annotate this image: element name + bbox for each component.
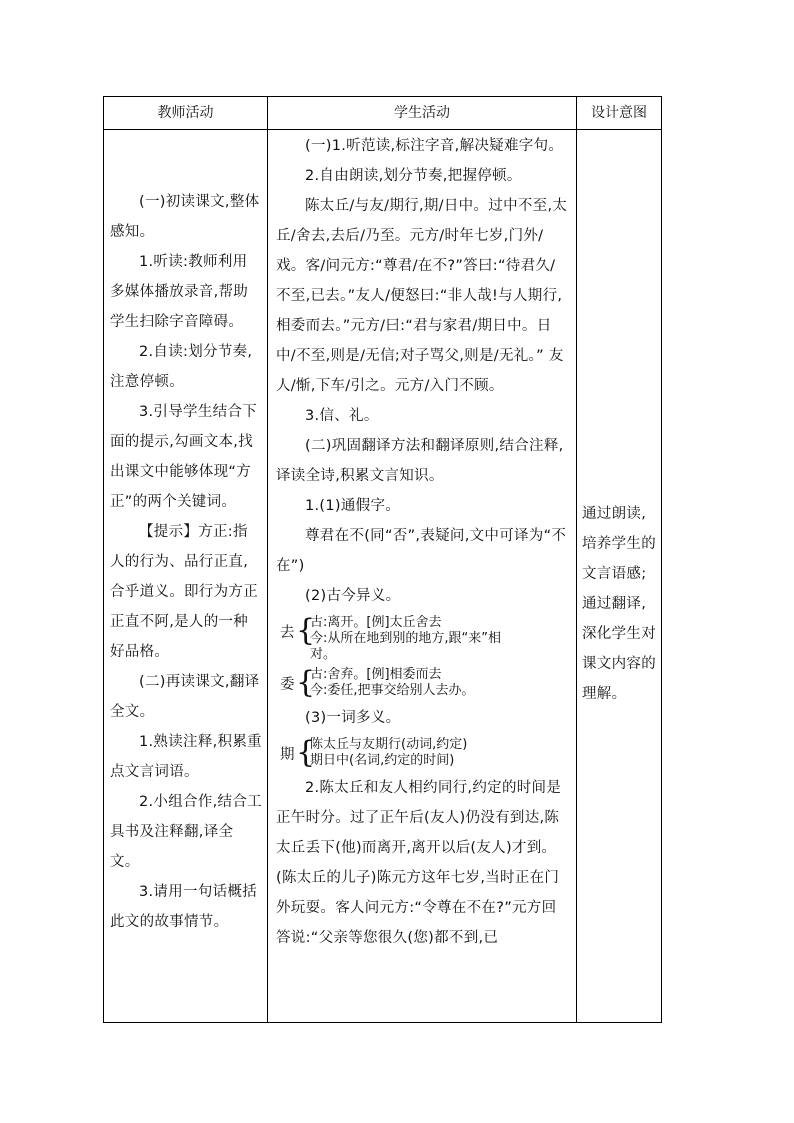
student-text: (2)古今异义。 bbox=[305, 588, 401, 604]
student-text: (3)一词多义。 bbox=[305, 710, 401, 726]
column-divider bbox=[267, 97, 268, 1022]
student-text: (一)1.听范读,标注字音,解决疑难字句。 bbox=[305, 138, 564, 154]
teacher-text: 3.请用一句话概括此文的故事情节。 bbox=[110, 884, 258, 930]
vocab-char: 期 bbox=[280, 747, 295, 763]
student-text: 2.自由朗读,划分节奏,把握停顿。 bbox=[305, 168, 522, 184]
teacher-text: 【提示】方正:指人的行为、品行正直,合乎道义。即行为方正正直不阿,是人的一种好品格。 bbox=[110, 524, 258, 660]
brace-icon: { bbox=[296, 735, 316, 770]
vocab-line: 今:从所在地到别的地方,跟“来”相 bbox=[310, 631, 501, 646]
student-text: 3.信、礼。 bbox=[305, 408, 379, 424]
vocab-line: 期日中(名词,约定的时间) bbox=[310, 753, 455, 768]
header-teacher: 教师活动 bbox=[157, 105, 214, 121]
teacher-text: 2.自读:划分节奏,注意停顿。 bbox=[110, 344, 253, 390]
vocab-qi bbox=[276, 733, 570, 773]
vocab-wei bbox=[276, 663, 570, 703]
teacher-text: 1.听读:教师利用多媒体播放录音,帮助学生扫除字音障碍。 bbox=[110, 254, 249, 330]
vocab-line: 今:委任,把事交给别人去办。 bbox=[310, 683, 475, 698]
teacher-column bbox=[110, 187, 262, 937]
teacher-text: (二)再读课文,翻译全文。 bbox=[110, 674, 260, 720]
design-column bbox=[582, 499, 660, 709]
student-column bbox=[276, 131, 570, 953]
vocab-line: 古:离开。[例]太丘舍去 bbox=[310, 615, 442, 630]
design-text: 通过朗读,培养学生的文言语感;通过翻译,深化学生对课文内容的理解。 bbox=[582, 506, 656, 702]
teacher-text: (一)初读课文,整体感知。 bbox=[110, 194, 260, 240]
teacher-text: 1.熟读注释,积累重点文言词语。 bbox=[110, 734, 262, 780]
student-text: 陈太丘/与友/期行,期/日中。过中不至,太丘/舍去,去后/乃至。元方/时年七岁,门外/戏。客/问元方:“尊君/在不?”答曰:“待君久/不至,已去。”友人/便怒曰:“非人哉!与人期行,相委而去。”元方/曰:“君与家君/期日中。日中/不至,则是/无信;对子骂父,则是/无礼。” 友人/惭,下车/引之。元方/入门不顾。 bbox=[276, 198, 568, 394]
header-design: 设计意图 bbox=[591, 105, 647, 121]
vocab-char: 去 bbox=[280, 625, 295, 641]
vocab-line: 对。 bbox=[310, 647, 337, 662]
header-divider bbox=[104, 129, 661, 130]
vocab-qu bbox=[276, 611, 570, 663]
lesson-table bbox=[103, 96, 662, 1023]
teacher-text: 2.小组合作,结合工具书及注释翻,译全文。 bbox=[110, 794, 262, 870]
student-text: (二)巩固翻译方法和翻译原则,结合注释,译读全诗,积累文言知识。 bbox=[276, 438, 564, 484]
student-text: 尊君在不(同“否”,表疑问,文中可译为“不在”) bbox=[276, 528, 567, 574]
brace-icon: { bbox=[296, 613, 316, 648]
student-text: 2.陈太丘和友人相约同行,约定的时间是正午时分。过了正午后(友人)仍没有到达,陈太丘丢下(他)而离开,离开以后(友人)才到。(陈太丘的儿子)陈元方这年七岁,当时正在门外玩耍。客人问元方:“令尊在不在?”元方回答说:“父亲等您很久(您)都不到,已 bbox=[276, 780, 562, 946]
teacher-text: 3.引导学生结合下面的提示,勾画文本,找出课文中能够体现“方正”的两个关键词。 bbox=[110, 404, 258, 510]
header-student: 学生活动 bbox=[394, 105, 450, 121]
vocab-char: 委 bbox=[280, 677, 295, 693]
vocab-line: 陈太丘与友期行(动词,约定) bbox=[310, 737, 468, 752]
vocab-line: 古:舍弃。[例]相委而去 bbox=[310, 667, 442, 682]
brace-icon: { bbox=[296, 665, 316, 700]
column-divider bbox=[576, 97, 577, 1022]
student-text: 1.(1)通假字。 bbox=[305, 498, 401, 514]
